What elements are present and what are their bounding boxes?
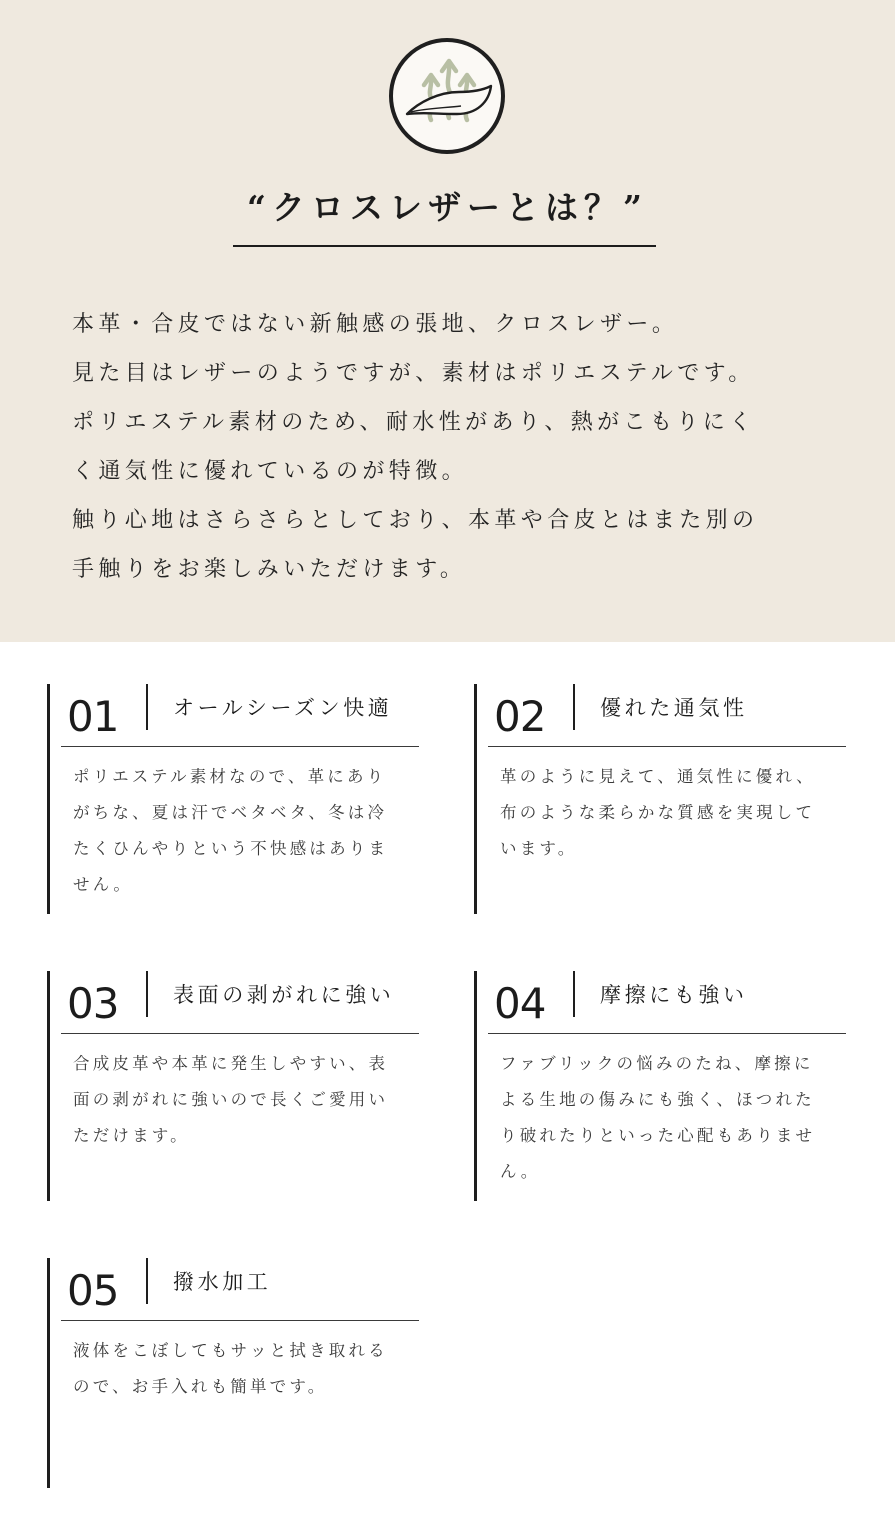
feature-heading: 撥水加工 <box>173 1270 272 1294</box>
feature-number: 03 <box>67 979 119 1028</box>
heading-rule <box>488 1033 846 1034</box>
description-line: がちな、夏は汗でベタベタ、冬は冷 <box>73 803 388 822</box>
description-line: ので、お手入れも簡単です。 <box>73 1377 328 1396</box>
description-line: 液体をこぼしてもサッと拭き取れる <box>73 1341 388 1360</box>
feature-card-03 <box>47 971 419 1201</box>
feature-card-05 <box>47 1258 419 1488</box>
description-line: います。 <box>500 839 578 858</box>
intro-section <box>0 0 895 642</box>
intro-line: 見た目はレザーのようですが、素材はポリエステルです。 <box>72 361 755 386</box>
intro-line: 本革・合皮ではない新触感の張地、クロスレザー。 <box>72 312 679 337</box>
card-accent-bar <box>47 1258 50 1488</box>
description-line: よる生地の傷みにも強く、ほつれた <box>500 1090 815 1109</box>
description-line: たくひんやりという不快感はありま <box>73 839 389 858</box>
card-accent-bar <box>47 684 50 914</box>
description-line: ただけます。 <box>73 1126 190 1145</box>
feature-description <box>500 759 846 867</box>
description-line: ファブリックの悩みのたね、摩擦に <box>500 1054 814 1073</box>
feature-description <box>73 1046 419 1154</box>
feature-card-02 <box>474 684 846 914</box>
intro-text <box>72 300 862 594</box>
description-line: り破れたりといった心配もありませ <box>500 1126 816 1145</box>
number-divider <box>146 684 148 730</box>
number-divider <box>146 971 148 1017</box>
feature-heading: 摩擦にも強い <box>600 983 748 1007</box>
intro-line: ポリエステル素材のため、耐水性があり、熱がこもりにく <box>72 410 756 435</box>
description-line: ポリエステル素材なので、革にあり <box>73 767 387 786</box>
number-divider <box>146 1258 148 1304</box>
title-underline <box>233 245 656 247</box>
card-accent-bar <box>474 684 477 914</box>
feature-description <box>73 759 419 903</box>
heading-rule <box>61 746 419 747</box>
description-line: ん。 <box>500 1162 541 1181</box>
feature-heading: 優れた通気性 <box>600 696 748 720</box>
feature-card-01 <box>47 684 419 914</box>
description-line: せん。 <box>73 875 134 894</box>
intro-line: 触り心地はさらさらとしており、本革や合皮とはまた別の <box>72 508 759 533</box>
feature-heading: オールシーズン快適 <box>173 696 393 720</box>
feature-number: 05 <box>67 1266 119 1315</box>
feature-card-04 <box>474 971 846 1201</box>
feature-number: 01 <box>67 692 119 741</box>
heading-rule <box>61 1033 419 1034</box>
breathable-leather-icon <box>389 38 505 154</box>
description-line: 布のような柔らかな質感を実現して <box>500 803 816 822</box>
description-line: 合成皮革や本革に発生しやすい、表 <box>73 1054 389 1073</box>
number-divider <box>573 684 575 730</box>
feature-number: 02 <box>494 692 546 741</box>
heading-rule <box>61 1320 419 1321</box>
description-line: 革のように見えて、通気性に優れ、 <box>500 767 816 786</box>
intro-line: 手触りをお楽しみいただけます。 <box>72 557 467 582</box>
feature-description <box>500 1046 846 1190</box>
feature-number: 04 <box>494 979 546 1028</box>
card-accent-bar <box>47 971 50 1201</box>
description-line: 面の剥がれに強いので長くご愛用い <box>73 1090 389 1109</box>
heading-rule <box>488 746 846 747</box>
section-title: “クロスレザーとは？” <box>247 188 648 227</box>
feature-description <box>73 1333 419 1405</box>
card-accent-bar <box>474 971 477 1201</box>
intro-line: く通気性に優れているのが特徴。 <box>72 459 469 484</box>
feature-heading: 表面の剥がれに強い <box>173 983 395 1007</box>
number-divider <box>573 971 575 1017</box>
